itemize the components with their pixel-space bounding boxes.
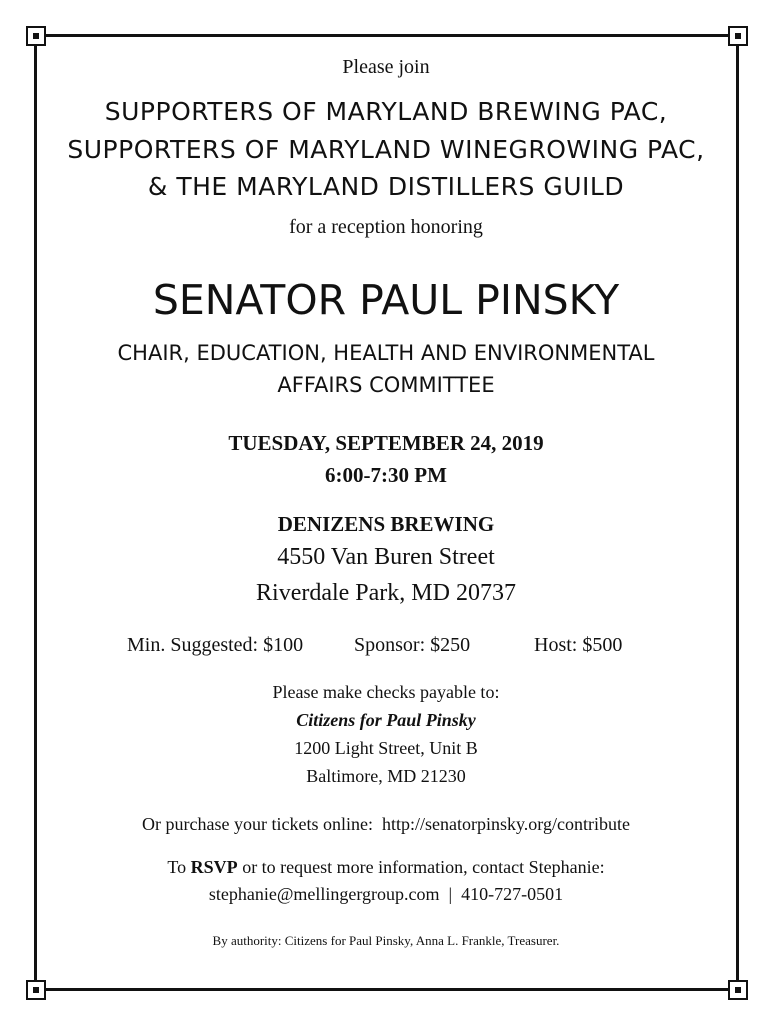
host-line-1: SUPPORTERS OF MARYLAND BREWING PAC, <box>104 97 668 126</box>
event-date: TUESDAY, SEPTEMBER 24, 2019 <box>228 431 544 455</box>
checks-address-2: Baltimore, MD 21230 <box>306 766 466 786</box>
frame-bottom-border <box>36 988 738 991</box>
venue-city: Riverdale Park, MD 20737 <box>256 580 516 606</box>
honoree-name: SENATOR PAUL PINSKY <box>152 276 620 324</box>
rsvp-suffix: or to request more information, contact Stephanie: <box>237 857 605 877</box>
intro-text: Please join <box>342 56 430 78</box>
host-line-2: SUPPORTERS OF MARYLAND WINEGROWING PAC, <box>67 135 705 164</box>
frame-top-border <box>36 34 738 37</box>
frame-corner-top-right <box>728 26 748 46</box>
checks-address-1: 1200 Light Street, Unit B <box>294 738 478 758</box>
rsvp-line <box>36 857 736 878</box>
price-host: Host: $500 <box>534 634 623 656</box>
event-time: 6:00-7:30 PM <box>325 463 447 487</box>
price-min-suggested: Min. Suggested: $100 <box>127 634 304 656</box>
checks-intro: Please make checks payable to: <box>272 682 500 702</box>
venue-street: 4550 Van Buren Street <box>277 544 495 570</box>
rsvp-keyword: RSVP <box>190 857 238 877</box>
checks-payee: Citizens for Paul Pinsky <box>296 710 476 730</box>
host-line-3: & THE MARYLAND DISTILLERS GUILD <box>147 172 625 201</box>
frame-corner-bottom-left <box>26 980 46 1000</box>
reception-text: for a reception honoring <box>289 216 483 238</box>
price-sponsor: Sponsor: $250 <box>354 634 471 656</box>
frame-corner-bottom-right <box>728 980 748 1000</box>
honoree-title-line-2: AFFAIRS COMMITTEE <box>277 373 495 397</box>
frame-right-border <box>736 36 739 990</box>
rsvp-prefix: To <box>167 857 191 877</box>
venue-name: DENIZENS BREWING <box>277 512 495 536</box>
authority-disclaimer: By authority: Citizens for Paul Pinsky, Anna L. Frankle, Treasurer. <box>212 933 560 948</box>
rsvp-contact: stephanie@mellingergroup.com | 410-727-0501 <box>208 884 564 904</box>
frame-corner-top-left <box>26 26 46 46</box>
pricing-row <box>36 634 736 662</box>
online-purchase-text: Or purchase your tickets online: http://senatorpinsky.org/contribute <box>142 814 630 834</box>
honoree-title-line-1: CHAIR, EDUCATION, HEALTH AND ENVIRONMENTAL <box>117 341 655 365</box>
